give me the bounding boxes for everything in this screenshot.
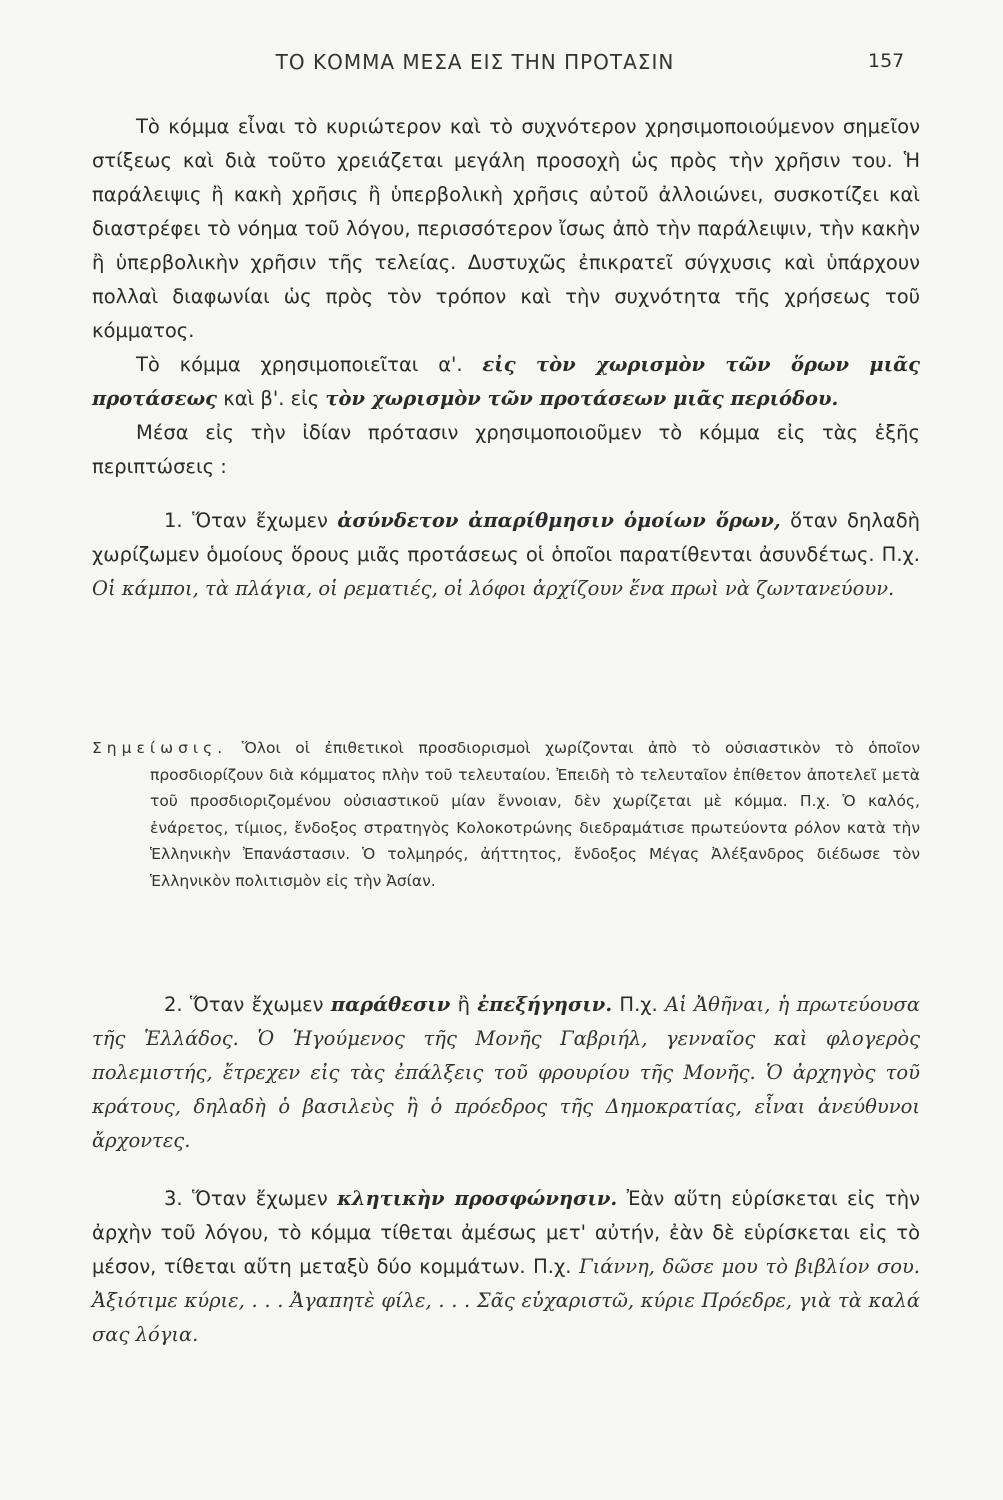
case-1-lead: 1. Ὅταν ἔχωμεν (164, 509, 328, 532)
intro-p2-text-b: καὶ β'. εἰς (223, 387, 320, 410)
note-text: Ὅλοι οἱ ἐπιθετικοὶ προσδιορισμοὶ χωρίζονται ἀπὸ τὸ οὐσιαστικὸν τὸ ὁποῖον προσδιορίζουν διὰ κόμματος πλὴν τοῦ τελευταίου. Ἐπειδὴ τὸ τελευταῖον ἐπίθετον ἀποτελεῖ μετὰ τοῦ προσδιοριζομένου οὐσιαστικοῦ μίαν ἔννοιαν, δὲν χωρίζεται μὲ κόμμα. Π.χ. Ὁ καλός, ἐνάρετος, τίμιος, ἔνδοξος στρατηγὸς Κολοκοτρώνης διεδραμάτισε πρωτεύοντα ρόλον κατὰ τὴν Ἑλληνικὴν Ἐπανάστασιν. Ὁ τολμηρός, ἀήττητος, ἔνδοξος Μέγας Ἀλέξανδρος διέδωσε τὸν Ἑλληνικὸν πολιτισμὸν εἰς τὴν Ἀσίαν. (150, 739, 920, 890)
intro-paragraph-3: Μέσα εἰς τὴν ἰδίαν πρότασιν χρησιμοποιοῦμεν τὸ κόμμα εἰς τὰς ἑξῆς περιπτώσεις : (92, 421, 920, 478)
intro-section (92, 110, 920, 606)
case-3-section (92, 1182, 920, 1352)
case-2-pch: Π.χ. (619, 993, 658, 1016)
case-3-term: κλητικὴν προσφώνησιν. (337, 1187, 618, 1210)
case-1-term: ἀσύνδετον ἀπαρίθμησιν ὁμοίων ὅρων, (337, 509, 781, 532)
intro-paragraph-1: Τὸ κόμμα εἶναι τὸ κυριώτερον καὶ τὸ συχνότερον χρησιμοποιούμενον σημεῖον στίξεως καὶ διὰ τοῦτο χρειάζεται μεγάλη προσοχὴ ὡς πρὸς τὴν χρῆσιν του. Ἡ παράλειψις ἢ κακὴ χρῆσις ἢ ὑπερβολικὴ χρῆσις αὐτοῦ ἀλλοιώνει, συσκοτίζει καὶ διαστρέφει τὸ νόημα τοῦ λόγου, περισσότερον ἴσως ἀπὸ τὴν παράλειψιν, τὴν κακὴν ἢ ὑπερβολικὴν χρῆσιν τῆς τελείας. Δυστυχῶς ἐπικρατεῖ σύγχυσις καὶ ὑπάρχουν πολλαὶ διαφωνίαι ὡς πρὸς τὸν τρόπον καὶ τὴν συχνότητα τῆς χρήσεως τοῦ κόμματος. (92, 115, 920, 342)
case-2-term-1: παράθεσιν (330, 993, 451, 1016)
case-2-section (92, 988, 920, 1158)
note-paragraph (92, 735, 920, 894)
case-2-paragraph (92, 988, 920, 1158)
page-number: 157 (868, 50, 905, 72)
intro-p2-term-a: εἰς τὸν χωρισμὸν τῶν ὅρων μιᾶς προτάσεως (92, 353, 921, 410)
intro-paragraph-2 (92, 348, 920, 416)
note-section (92, 735, 920, 894)
case-2-term-2: ἐπεξήγησιν. (477, 993, 613, 1016)
case-2-lead: 2. Ὅταν ἔχωμεν (164, 993, 324, 1016)
case-3-example: Γιάννη, δῶσε μου τὸ βιβλίον σου. Ἀξιότιμε κύριε, . . . Ἀγαπητὲ φίλε, . . . Σᾶς εὐχαριστῶ, κύριε Πρόεδρε, γιὰ τὰ καλά σας λόγια. (92, 1255, 921, 1346)
case-3-text: Ἐὰν αὕτη εὑρίσκεται εἰς τὴν ἀρχὴν τοῦ λόγου, τὸ κόμμα τίθεται ἀμέσως μετ' αὐτήν, ἐὰν δὲ εὑρίσκεται εἰς τὸ μέσον, τίθεται αὕτη μεταξὺ δύο κομμάτων. Π.χ. (92, 1187, 920, 1278)
intro-p2-text-a: Τὸ κόμμα χρησιμοποιεῖται α'. (136, 353, 463, 376)
case-1-example: Οἱ κάμποι, τὰ πλάγια, οἱ ρεματιές, οἱ λόφοι ἀρχίζουν ἕνα πρωὶ νὰ ζωντανεύουν. (92, 577, 895, 600)
running-header: ΤΟ ΚΟΜΜΑ ΜΕΣΑ ΕΙΣ ΤΗΝ ΠΡΟΤΑΣΙΝ (275, 50, 675, 74)
case-1-text: ὅταν δηλαδὴ χωρίζωμεν ὁμοίους ὅρους μιᾶς προτάσεως οἱ ὁποῖοι παρατίθενται ἀσυνδέτως. Π.χ. (92, 509, 921, 566)
case-1-paragraph (92, 504, 920, 606)
case-3-paragraph (92, 1182, 920, 1352)
case-2-joiner: ἢ (457, 993, 470, 1016)
note-label: Σημείωσις. (92, 739, 228, 757)
intro-p2-term-b: τὸν χωρισμὸν τῶν προτάσεων μιᾶς περιόδου. (325, 387, 839, 410)
case-3-lead: 3. Ὅταν ἔχωμεν (164, 1187, 328, 1210)
case-2-example: Αἱ Ἀθῆναι, ἡ πρωτεύουσα τῆς Ἑλλάδος. Ὁ Ἡγούμενος τῆς Μονῆς Γαβριήλ, γενναῖος καὶ φλογερὸς πολεμιστής, ἔτρεχεν εἰς τὰς ἐπάλξεις τοῦ φρουρίου τῆς Μονῆς. Ὁ ἀρχηγὸς τοῦ κράτους, δηλαδὴ ὁ βασιλεὺς ἢ ὁ πρόεδρος τῆς Δημοκρατίας, εἶναι ἀνεύθυνοι ἄρχοντες. (92, 993, 920, 1152)
